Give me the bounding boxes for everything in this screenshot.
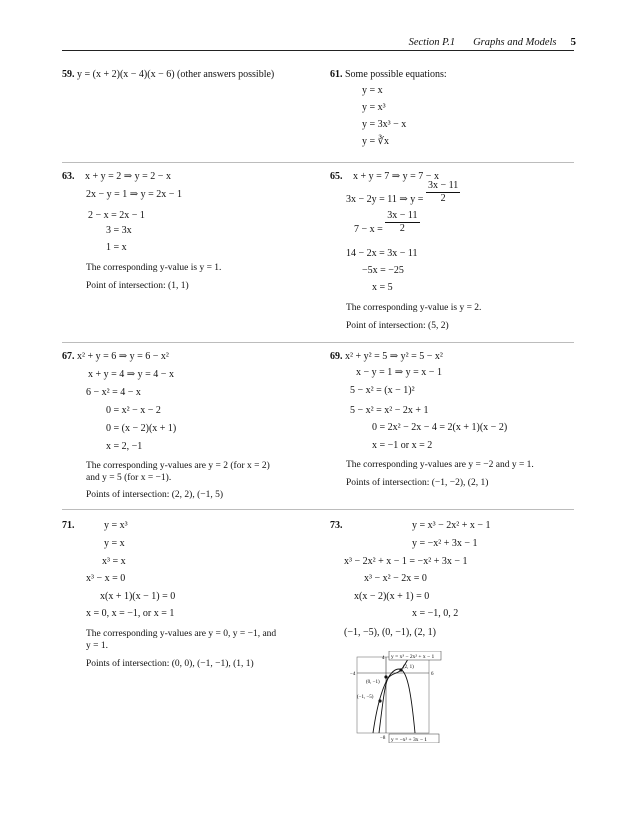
section-label: Section P.1 — [408, 37, 456, 48]
equation-line: 1 = x — [106, 242, 127, 253]
running-header — [409, 36, 576, 48]
equation-line: 0 = 2x² − 2x − 4 = 2(x + 1)(x − 2) — [372, 422, 508, 433]
curve-label-top: y = x³ − 2x² + x − 1 — [391, 654, 435, 660]
chapter-title: Graphs and Models — [473, 37, 557, 48]
equation-line: x = −1 or x = 2 — [372, 440, 433, 451]
equation-lhs: 7 − x = — [354, 224, 386, 235]
fraction — [385, 210, 419, 235]
point-label: (0, −1) — [366, 680, 380, 685]
equation: x + y = 2 ⇒ y = 2 − x — [85, 171, 171, 182]
equation-line: −5x = −25 — [362, 265, 404, 276]
equation: y = (x + 2)(x − 4)(x − 6) (other answers possible) — [77, 69, 275, 80]
intersection-dot — [384, 675, 387, 678]
corresponding-value: The corresponding y-value is y = 1. — [86, 263, 222, 273]
problem-65 — [330, 171, 439, 183]
intersection-points: Points of intersection: (0, 0), (−1, −1), (1, 1) — [86, 659, 254, 669]
fraction — [426, 180, 460, 205]
intersection-graph — [349, 651, 445, 743]
equation-line: x = −1, 0, 2 — [412, 608, 459, 619]
equation-line: 3 = 3x — [106, 225, 132, 236]
section-divider — [62, 162, 574, 163]
problem-number: 67. — [62, 351, 75, 362]
equation-line — [354, 210, 420, 236]
corresponding-values: The corresponding y-values are y = −2 and y = 1. — [346, 460, 534, 470]
x-tick-min: −4 — [350, 672, 356, 677]
equation-line: y = −x² + 3x − 1 — [412, 538, 478, 549]
fraction-numerator: 3x − 11 — [387, 210, 418, 222]
problem-number: 71. — [62, 520, 75, 531]
y-tick-min: −8 — [380, 736, 386, 741]
equation-line: x³ − x = 0 — [86, 573, 126, 584]
equation-line: x(x − 2)(x + 1) = 0 — [354, 591, 430, 602]
problem-number: 61. — [330, 69, 343, 80]
corresponding-value: The corresponding y-value is y = 2. — [346, 303, 482, 313]
equation-lhs: 3x − 2y = 11 ⇒ y = — [346, 194, 426, 205]
problem-61 — [330, 69, 447, 81]
point-label: (−1, −5) — [357, 695, 374, 700]
equation-line: 14 − 2x = 3x − 11 — [346, 248, 418, 259]
intersection-points: Points of intersection: (2, 2), (−1, 5) — [86, 490, 224, 500]
curve-label-bottom: y = −x² + 3x − 1 — [391, 737, 428, 743]
point-label: (2, 1) — [403, 665, 414, 670]
problem-69 — [330, 351, 443, 363]
problem-number: 65. — [330, 171, 343, 182]
equation-line: 5 − x² = (x − 1)² — [350, 385, 415, 396]
equation-line: 0 = x² − x − 2 — [106, 405, 161, 416]
header-rule — [62, 50, 574, 51]
corresponding-values: The corresponding y-values are y = 0, y = −1, and — [86, 629, 277, 639]
fraction-denominator: 2 — [440, 193, 446, 205]
equation-line: 6 − x² = 4 − x — [86, 387, 141, 398]
equation-line: x + y = 4 ⇒ y = 4 − x — [88, 369, 174, 380]
equation-line: x³ − x² − 2x = 0 — [364, 573, 427, 584]
problem-number: 63. — [62, 171, 75, 182]
corresponding-values-cont: and y = 5 (for x = −1). — [86, 473, 172, 483]
equation-line: 0 = (x − 2)(x + 1) — [106, 423, 177, 434]
problem-63 — [62, 171, 171, 183]
y-tick-max: 4 — [382, 656, 385, 661]
fraction-numerator: 3x − 11 — [427, 180, 459, 192]
equation: x² + y = 6 ⇒ y = 6 − x² — [77, 351, 169, 362]
equation-line: y = x — [104, 538, 125, 549]
equation-line: y = x³ — [104, 520, 128, 531]
section-divider — [62, 342, 574, 343]
corresponding-values-cont: y = 1. — [86, 641, 108, 651]
section-divider — [62, 509, 574, 510]
problem-number: 69. — [330, 351, 343, 362]
equation-line: y = ∛x — [362, 136, 390, 147]
x-tick-max: 6 — [431, 672, 434, 677]
corresponding-values: The corresponding y-values are y = 2 (for x = 2) — [86, 461, 270, 471]
equation-line: x − y = 1 ⇒ y = x − 1 — [356, 367, 442, 378]
problem-73 — [330, 520, 343, 532]
equation-line: x = 5 — [372, 282, 393, 293]
intersection-points: Points of intersection: (−1, −2), (2, 1) — [346, 478, 489, 488]
intersection-dot — [378, 699, 381, 702]
equation-line: 2x − y = 1 ⇒ y = 2x − 1 — [86, 189, 182, 200]
page-number: 5 — [570, 36, 576, 48]
equation-line: y = x — [362, 85, 383, 96]
intersection-point: Point of intersection: (5, 2) — [346, 321, 449, 331]
problem-67 — [62, 351, 169, 363]
intersection-points: (−1, −5), (0, −1), (2, 1) — [344, 627, 436, 638]
equation-line: 5 − x² = x² − 2x + 1 — [350, 405, 429, 416]
equation-line: y = 3x³ − x — [362, 119, 407, 130]
problem-number: 59. — [62, 69, 75, 80]
equation-line: y = x³ − 2x² + x − 1 — [412, 520, 491, 531]
equation-line: x³ − 2x² + x − 1 = −x² + 3x − 1 — [344, 556, 468, 567]
equation-line: x = 0, x = −1, or x = 1 — [86, 608, 175, 619]
equation-line: 2 − x = 2x − 1 — [88, 210, 145, 221]
equation-line: x = 2, −1 — [106, 441, 143, 452]
equation-line — [346, 180, 460, 206]
problem-number: 73. — [330, 520, 343, 531]
problem-71 — [62, 520, 75, 532]
problem-59 — [62, 69, 274, 81]
fraction-denominator: 2 — [399, 223, 405, 235]
equation-line: x(x + 1)(x − 1) = 0 — [100, 591, 176, 602]
equation: x² + y² = 5 ⇒ y² = 5 − x² — [345, 351, 443, 362]
intro-text: Some possible equations: — [345, 69, 447, 80]
equation: x + y = 7 ⇒ y = 7 − x — [353, 171, 439, 182]
equation-line: x³ = x — [102, 556, 126, 567]
intersection-point: Point of intersection: (1, 1) — [86, 281, 189, 291]
equation-line: y = x³ — [362, 102, 386, 113]
